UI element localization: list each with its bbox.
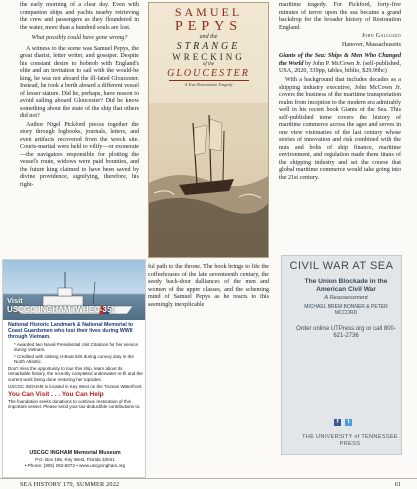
cover-subtitle: A True Restoration Tragedy xyxy=(184,82,233,87)
ad-heading: National Historic Landmark & National Memorial to Coast Guardsmen who lost their lives during WWII through Vietnam. xyxy=(8,322,134,341)
cover-title-line: PEPYS xyxy=(174,19,243,34)
cover-title-line: STRANGE xyxy=(176,41,241,52)
ad-paragraph: Don't miss the opportunity to tour this ship, learn about its remarkable history, the recently completed underwater re-fit and the current work being done restoring her topsides. xyxy=(8,365,143,382)
civil-war-at-sea-advertisement xyxy=(281,255,402,455)
article-column-3 xyxy=(279,2,401,183)
review-book-title: Giants of the Sea: Ships & Men Who Changed the World xyxy=(279,53,401,67)
ad-bullet: * Credited with sinking U-Boat 626 during convoy duty in the North Atlantic. xyxy=(14,353,134,365)
article-column-1 xyxy=(20,2,139,190)
museum-contact[interactable]: • Phone: (305) 292-5072 • www.uscgcingham.org xyxy=(24,462,126,468)
cover-title-line: SAMUEL xyxy=(174,5,243,19)
ad-bullet: * Awarded two Naval Presidential Unit Citations for her service during Vietnam. xyxy=(14,341,138,353)
article-paragraph: With a background that includes decades as a shipping industry executive, John McCown Jr. covers the business of the maritime transportation realm from inception to the modern era admirably well in his recent book Giants of the Sea. This self-published tome covers the history of maritime commerce across the ages and serves in one view visionaries of the last century whose stories of innovation and risk combined with the nuts and bolts of ship finance, maritime environment, and regulation made them titans of the shipping industry and set the course that global maritime commerce would take going into the 21st century. xyxy=(279,77,401,181)
cover-title-line: of the xyxy=(202,62,215,67)
article-paragraph: maritime tragedy. For Pickford, forty-five minutes of terror upon the sea became a grand backdrop for the broader history of Restoration England. xyxy=(279,2,401,31)
ad-heading: CIVIL WAR AT SEA xyxy=(289,260,394,272)
facebook-icon[interactable]: f xyxy=(334,419,341,426)
reviewer-location: Hanover, Massachusetts xyxy=(342,41,401,48)
twitter-icon[interactable]: t xyxy=(345,419,352,426)
shipwreck-painting xyxy=(149,3,269,258)
book-cover-image xyxy=(148,2,269,258)
review-book-meta: by John P. McCown Jr. (self-published, USA, 2020, 339pp, tables, biblio, $29.99hc) xyxy=(279,60,401,75)
ad-paragraph: The foundation seeks donations to continue restoration of this important vessel. Please send your tax-deductible contributions to: xyxy=(8,398,141,410)
uscgc-ingham-advertisement xyxy=(2,259,146,478)
publisher-name: THE UNIVERSITY of TENNESSEE PRESS xyxy=(302,434,398,447)
ad-book-title: The Union Blockade in the American Civil War xyxy=(304,278,388,293)
pull-question: What possibly could have gone wrong? xyxy=(31,35,128,41)
cover-title-line: and the xyxy=(199,34,218,40)
article-paragraph: Author Nigel Pickford pieces together the story through logbooks, journals, letters, and even artifacts recovered from the wreck site. Courts-martial were held to vilify—or exonerate—the navigators responsible for plotting the vessel's route, widows were paid bounties, and the future king claimed to have been saved by divine providence, signifying, therefore, his right- xyxy=(20,121,139,188)
reviewer-name: John Galluzzo xyxy=(361,33,401,40)
ad-paragraph: USCGC INGHAM is located in Key West on the Truman Waterfront. xyxy=(8,383,143,389)
issue-label: SEA HISTORY 179, SUMMER 2022 xyxy=(20,481,120,488)
museum-address: P.O. Box 186, Key West, Florida 33041 xyxy=(35,456,115,462)
museum-name: USCGC INGHAM Memorial Museum xyxy=(29,450,121,456)
page-number: 61 xyxy=(394,481,401,488)
page-footer xyxy=(0,478,417,489)
article-paragraph: the early morning of a clear day. Even with companion ships and yachts nearby retrieving the crew and passengers as they floundered in the water, more than a hundred souls are lost. xyxy=(20,2,139,31)
ad-order-info[interactable]: Order online UTPress.org or call 800-621-2736 xyxy=(296,326,396,340)
article-column-2 xyxy=(148,264,269,310)
visit-label: Visit xyxy=(7,296,23,305)
ad-help-heading: You Can Visit . . . You Can Help xyxy=(8,390,104,398)
ship-name: USCGC INGHAM (WHEC-35) xyxy=(7,305,115,314)
cover-title-line: GLOUCESTER xyxy=(167,68,250,79)
article-paragraph: A witness to the scene was Samuel Pepys, the great diarist, letter writer, and gossiper. Despite his constant desire to hobnob with England's elite and an invitation to sail with the would-be king, he was not aboard the ill-fated Gloucester. Instead, he took a berth aboard a different vessel of lesser stature. Did he, perhaps, have reason to avoid sailing aboard Gloucester? Did he know something about the state of the ship that others did not? xyxy=(20,45,139,119)
ad-book-authors: MICHAEL BREM BONNER & PETER MCCORD xyxy=(304,304,388,317)
review-heading xyxy=(279,53,401,76)
ad-book-subtitle: A Reassessment xyxy=(324,295,368,302)
article-paragraph: ful path to the throne. The book brings to life the coffeehouses of the late seventeenth century, the seedy back-door dalliances of the men and women of the upper classes, and the scheming mind of Samuel Pepys as he reacts to this seemingly inexplicable xyxy=(148,264,269,308)
cover-title-line: WRECKING xyxy=(172,52,245,62)
